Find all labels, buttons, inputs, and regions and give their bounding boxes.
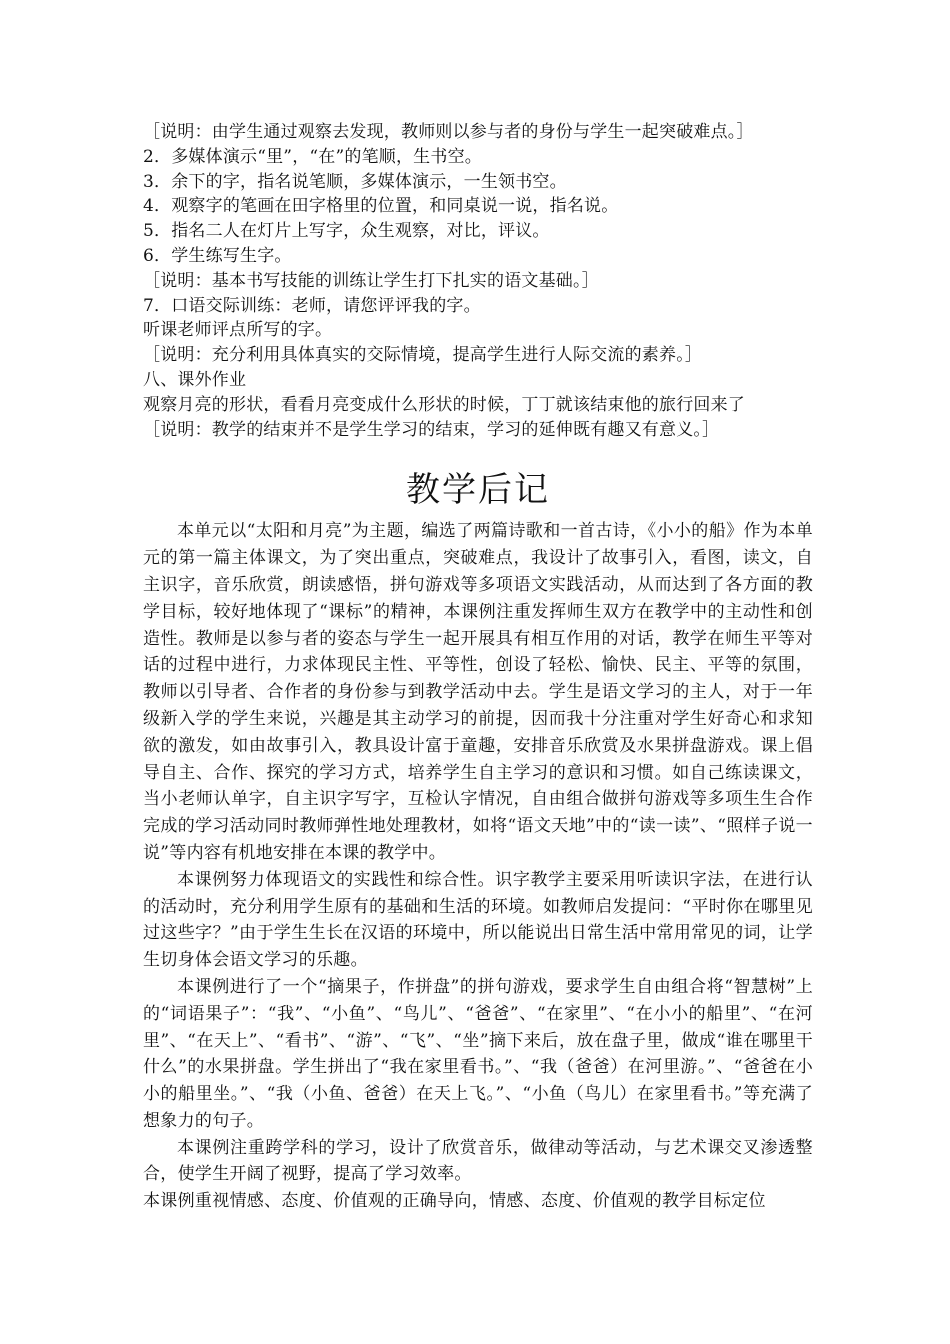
note-line: ［说明：基本书写技能的训练让学生打下扎实的语文基础。］ bbox=[143, 270, 599, 291]
paragraph: 本课例努力体现语文的实践性和综合性。识字教学主要采用听读识字法，在进行认的活动时，充分利用学生原有的基础和生活的环境。如教师启发提问：“平时你在哪里见过这些字？”由于学生生长在汉语的环境中，所以能说出日常生活中常用常见的词，让学生切身体会语文学习的乐趣。 bbox=[143, 869, 813, 971]
step-line: 4．观察字的笔画在田字格里的位置，和同桌说一说，指名说。 bbox=[143, 196, 619, 217]
document-page bbox=[143, 120, 813, 1215]
step-line: 6．学生练写生字。 bbox=[143, 245, 292, 266]
paragraph: 本单元以“太阳和月亮”为主题，编选了两篇诗歌和一首古诗，《小小的船》作为本单元的第一篇主体课文，为了突出重点，突破难点，我设计了故事引入，看图，读文，自主识字，音乐欣赏，朗读感悟，拼句游戏等多项语文实践活动，从而达到了各方面的教学目标，较好地体现了“课标”的精神，本课例注重发挥师生双方在教学中的主动性和创造性。教师是以参与者的姿态与学生一起开展具有相互作用的对话，教学在师生平等对话的过程中进行，力求体现民主性、平等性，创设了轻松、愉快、民主、平等的氛围，教师以引导者、合作者的身份参与到教学活动中去。学生是语文学习的主人，对于一年级新入学的学生来说，兴趣是其主动学习的前提，因而我十分注重对学生好奇心和求知欲的激发，如由故事引入，教具设计富于童趣，安排音乐欣赏及水果拼盘游戏。课上倡导自主、合作、探究的学习方式，培养学生自主学习的意识和习惯。如自己练读课文，当小老师认单字，自主识字写字，互检认字情况，自由组合做拼句游戏等多项生生合作完成的学习活动同时教师弹性地处理教材，如将“语文天地”中的“读一读”、“照样子说一说”等内容有机地安排在本课的教学中。 bbox=[143, 521, 813, 863]
teaching-steps bbox=[143, 120, 813, 442]
section-title: 教学后记 bbox=[406, 470, 550, 511]
step-line: 听课老师评点所写的字。 bbox=[143, 320, 333, 341]
note-line: ［说明：教学的结束并不是学生学习的结束，学习的延伸既有趣又有意义。］ bbox=[143, 419, 720, 440]
paragraph: 本课例重视情感、态度、价值观的正确导向，情感、态度、价值观的教学目标定位 bbox=[143, 1191, 766, 1212]
note-line: ［说明：充分利用具体真实的交际情境，提高学生进行人际交流的素养。］ bbox=[143, 345, 703, 366]
paragraph: 本课例进行了一个“摘果子，作拼盘”的拼句游戏，要求学生自由组合将“智慧树”上的“词语果子”：“我”、“小鱼”、“鸟儿”、“爸爸”、“在家里”、“在小小的船里”、“在河里”、“在天上”、“看书”、“游”、“飞”、“坐”摘下来后，放在盘子里，做成“谁在哪里干什么”的水果拼盘。学生拼出了“我在家里看书。”、“我（爸爸）在河里游。”、“爸爸在小小的船里坐。”、“我（小鱼、爸爸）在天上飞。”、“小鱼（鸟儿）在家里看书。”等充满了想象力的句子。 bbox=[143, 976, 813, 1131]
homework-line: 观察月亮的形状，看看月亮变成什么形状的时候，丁丁就该结束他的旅行回来了 bbox=[143, 394, 745, 415]
step-line: 2．多媒体演示“里”，“在”的笔顺，生书空。 bbox=[143, 146, 482, 167]
step-line: 5．指名二人在灯片上写字，众生观察，对比，评议。 bbox=[143, 221, 550, 242]
paragraph: 本课例注重跨学科的学习，设计了欣赏音乐，做律动等活动，与艺术课交叉渗透整合，使学生开阔了视野，提高了学习效率。 bbox=[143, 1137, 813, 1185]
step-line: 7．口语交际训练：老师，请您评评我的字。 bbox=[143, 295, 481, 316]
section-heading: 八、课外作业 bbox=[143, 369, 247, 390]
note-line: ［说明：由学生通过观察去发现，教师则以参与者的身份与学生一起突破难点。］ bbox=[143, 122, 754, 142]
reflection-body bbox=[143, 518, 813, 1215]
step-line: 3．余下的字，指名说笔顺，多媒体演示，一生领书空。 bbox=[143, 171, 567, 192]
